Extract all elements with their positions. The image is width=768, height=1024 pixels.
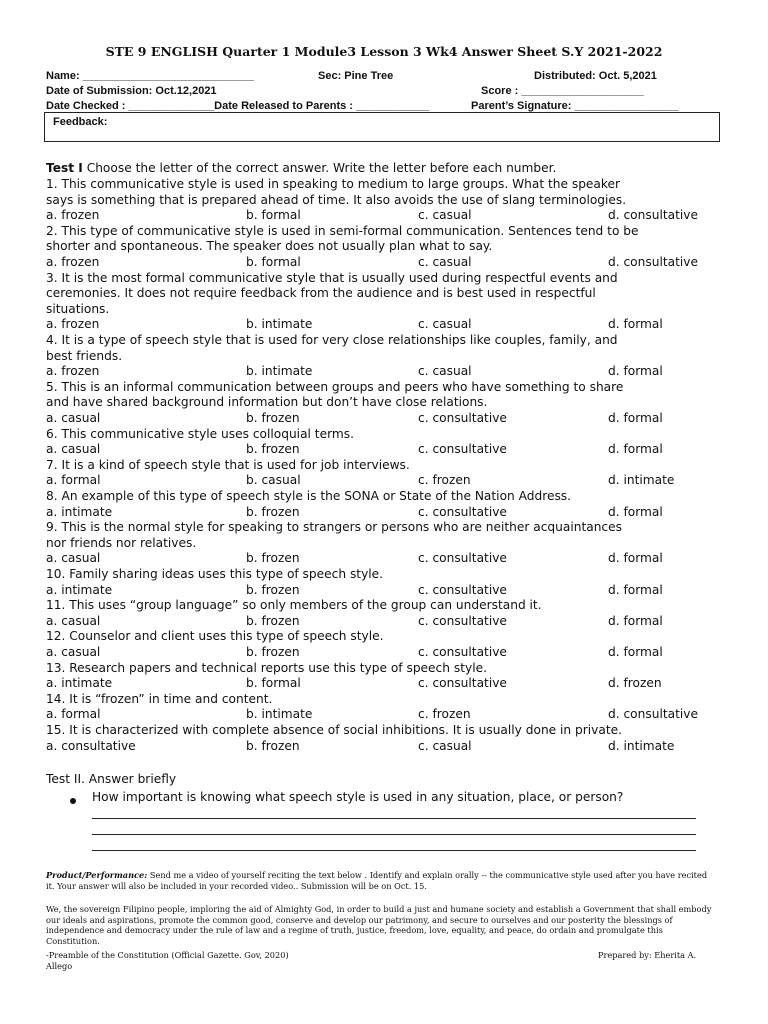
question-6-text: 6. This communicative style uses colloquial terms. [46,426,354,441]
question-3-option[interactable]: a. frozen [46,317,100,332]
question-14-option[interactable]: c. frozen [418,707,471,722]
question-12-option[interactable]: c. consultative [418,645,507,659]
question-8-option[interactable]: b. frozen [246,504,300,519]
score-field[interactable]: Score : ____________________ [481,85,644,97]
test-one-instructions [46,161,556,175]
question-3-text: ceremonies. It does not require feedback from the audience and is best used in respectful [46,286,596,301]
question-2-option[interactable]: a. frozen [46,255,100,269]
question-1-option[interactable]: c. casual [418,208,472,223]
question-9-option[interactable]: b. frozen [246,551,300,566]
question-2-option[interactable]: c. casual [418,255,472,269]
question-11-text: 11. This uses “group language” so only members of the group can understand it. [46,598,542,613]
question-14-option[interactable]: a. formal [46,707,101,722]
question-10-option[interactable]: c. consultative [418,582,507,597]
question-15-option[interactable]: c. casual [418,738,472,753]
question-8-option[interactable]: d. formal [608,504,663,519]
question-12-option[interactable]: d. formal [608,645,663,659]
product-performance-note [46,870,718,891]
question-7-option[interactable]: c. frozen [418,473,471,488]
submission-date: Date of Submission: Oct.12,2021 [46,85,217,97]
question-2-option[interactable]: d. consultative [608,255,698,269]
question-5-text: and have shared background information but don’t have close relations. [46,395,488,410]
test-one-label: Test I [46,161,83,175]
question-4-text: best friends. [46,348,123,363]
question-2-text: 2. This type of communicative style is used in semi-formal communication. Sentences tend to be [46,223,639,238]
question-10-option[interactable]: b. frozen [246,582,300,597]
question-14-option[interactable]: d. consultative [608,707,698,722]
feedback-box[interactable] [44,112,720,142]
question-11-option[interactable]: b. frozen [246,613,300,628]
question-9-option[interactable]: d. formal [608,551,663,566]
question-15-option[interactable]: d. intimate [608,738,675,753]
product-label: Product/Performance: [46,870,148,880]
question-5-text: 5. This is an informal communication between groups and peers who have something to share [46,379,624,394]
question-13-option[interactable]: b. formal [246,676,301,691]
question-3-option[interactable]: c. casual [418,317,472,332]
question-9-option[interactable]: c. consultative [418,551,507,566]
question-7-option[interactable]: b. casual [246,473,301,488]
question-6-option[interactable]: d. formal [608,442,663,457]
question-6-option[interactable]: b. frozen [246,442,300,457]
question-3-text: 3. It is the most formal communicative style that is usually used during respectful events and [46,270,618,285]
prepared-by-continued: Allego [46,961,73,971]
question-2-text: shorter and spontaneous. The speaker does not usually plan what to say. [46,239,493,254]
question-4-option[interactable]: a. frozen [46,364,100,379]
question-1-option[interactable]: d. consultative [608,208,698,223]
question-14-option[interactable]: b. intimate [246,707,313,722]
test-two-question: How important is knowing what speech style is used in any situation, place, or person? [92,790,624,804]
question-9-text: 9. This is the normal style for speaking to strangers or persons who are neither acquaintances [46,520,622,535]
question-5-option[interactable]: a. casual [46,411,101,425]
question-3-text: situations. [46,301,110,316]
answer-line[interactable] [92,834,696,835]
question-1-text: says is something that is prepared ahead of time. It also avoids the use of slang terminologies. [46,192,627,207]
question-6-option[interactable]: c. consultative [418,442,507,457]
question-12-option[interactable]: a. casual [46,645,101,659]
question-7-option[interactable]: d. intimate [608,473,675,488]
question-11-option[interactable]: c. consultative [418,613,507,628]
question-4-option[interactable]: b. intimate [246,364,313,379]
date-checked-field[interactable]: Date Checked : ______________Date Released to Parents : ____________ [46,100,430,112]
question-15-option[interactable]: a. consultative [46,738,136,753]
feedback-label: Feedback: [53,116,108,128]
answer-line[interactable] [92,818,696,819]
preamble-source: -Preamble of the Constitution (Official Gazette. Gov, 2020) [46,950,289,960]
question-13-text: 13. Research papers and technical reports use this type of speech style. [46,660,487,675]
question-13-option[interactable]: d. frozen [608,676,662,691]
question-10-option[interactable]: d. formal [608,582,663,597]
question-4-option[interactable]: d. formal [608,364,663,379]
section-label: Sec: Pine Tree [318,70,394,82]
question-12-text: 12. Counselor and client uses this type of speech style. [46,629,384,644]
bullet-icon [70,798,76,804]
question-10-text: 10. Family sharing ideas uses this type of speech style. [46,567,384,581]
product-text: Send me a video of yourself reciting the text below . Identify and explain orally -- the communicative style used after you have recited it. Your answer will also be included in your recorded video.. Submission will be on Oct. 15. [46,870,708,891]
distributed-date: Distributed: Oct. 5,2021 [534,70,657,82]
question-14-text: 14. It is “frozen” in time and content. [46,691,273,706]
page-title: STE 9 ENGLISH Quarter 1 Module3 Lesson 3 Wk4 Answer Sheet S.Y 2021-2022 [105,44,663,59]
test-two-title: Test II. Answer briefly [46,772,177,786]
preamble-text: We, the sovereign Filipino people, imploring the aid of Almighty God, in order to build a just and humane society and establish a Government that shall embody our ideals and aspirations, promote the common good, conserve and develop our patrimony, and secure to ourselves and our posterity the blessings of independence and democracy under the rule of law and a regime of truth, justice, freedom, love, equality, and peace, do ordain and promulgate this Constitution. [46,904,712,946]
question-5-option[interactable]: d. formal [608,411,663,425]
answer-line[interactable] [92,850,696,851]
question-15-text: 15. It is characterized with complete absence of social inhibitions. It is usually done in private. [46,723,622,737]
parent-signature-field[interactable]: Parent’s Signature: _________________ [471,100,679,112]
question-13-option[interactable]: c. consultative [418,676,507,691]
question-15-option[interactable]: b. frozen [246,738,300,753]
question-4-option[interactable]: c. casual [418,364,472,379]
question-10-option[interactable]: a. intimate [46,582,113,597]
question-9-text: nor friends nor relatives. [46,535,197,550]
question-11-option[interactable]: d. formal [608,613,663,628]
question-7-option[interactable]: a. formal [46,473,101,488]
question-2-option[interactable]: b. formal [246,255,301,269]
question-1-option[interactable]: a. frozen [46,208,100,223]
question-5-option[interactable]: b. frozen [246,411,300,425]
question-7-text: 7. It is a kind of speech style that is used for job interviews. [46,457,410,472]
question-4-text: 4. It is a type of speech style that is used for very close relationships like couples, family, and [46,333,618,347]
question-6-option[interactable]: a. casual [46,442,101,457]
question-8-option[interactable]: a. intimate [46,504,113,519]
question-8-option[interactable]: c. consultative [418,504,507,519]
question-1-text: 1. This communicative style is used in speaking to medium to large groups. What the speaker [46,177,621,191]
question-5-option[interactable]: c. consultative [418,411,507,425]
test-one-instruction-text: Choose the letter of the correct answer. Write the letter before each number. [82,161,557,175]
question-12-option[interactable]: b. frozen [246,645,300,659]
question-1-option[interactable]: b. formal [246,208,301,223]
question-3-option[interactable]: d. formal [608,317,663,332]
name-field[interactable]: Name: ____________________________ [46,70,254,82]
question-11-option[interactable]: a. casual [46,613,101,628]
question-9-option[interactable]: a. casual [46,551,101,566]
question-13-option[interactable]: a. intimate [46,676,113,691]
question-8-text: 8. An example of this type of speech style is the SONA or State of the Nation Address. [46,489,572,503]
question-3-option[interactable]: b. intimate [246,317,313,332]
prepared-by: Prepared by: Eherita A. [598,950,697,960]
